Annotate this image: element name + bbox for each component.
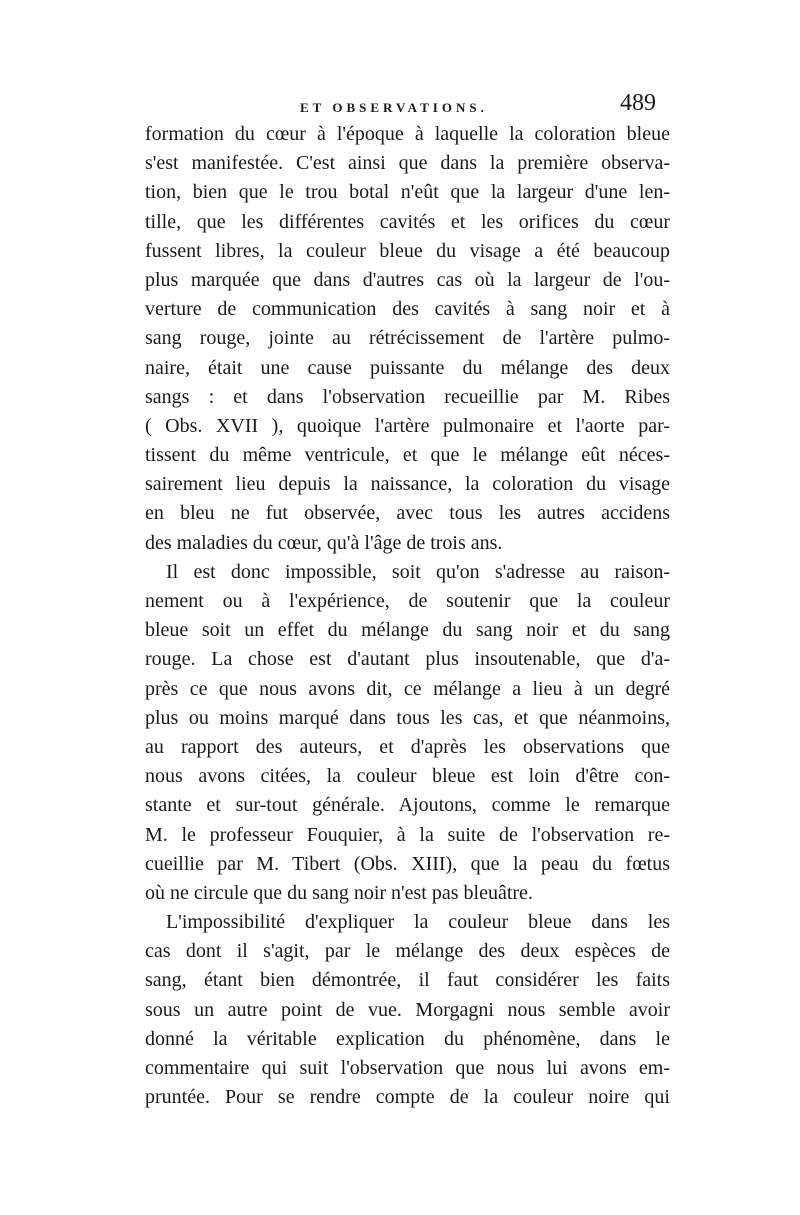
text-line: en bleu ne fut observée, avec tous les autres accidens xyxy=(145,502,670,525)
text-line: bleue soit un effet du mélange du sang noir et du sang xyxy=(145,619,670,642)
text-line: des maladies du cœur, qu'à l'âge de trois ans. xyxy=(145,531,503,554)
text-line: ( Obs. XVII ), quoique l'artère pulmonaire et l'aorte par- xyxy=(145,414,670,437)
text-line: tion, bien que le trou botal n'eût que la largeur d'une len- xyxy=(145,181,670,204)
text-line: cueillie par M. Tibert (Obs. XIII), que la peau du fœtus xyxy=(145,852,670,875)
text-line: sang rouge, jointe au rétrécissement de l'artère pulmo- xyxy=(145,327,670,350)
text-line: sous un autre point de vue. Morgagni nous semble avoir xyxy=(145,998,670,1021)
text-line: naire, était une cause puissante du mélange des deux xyxy=(145,356,670,379)
text-line: nous avons citées, la couleur bleue est loin d'être con- xyxy=(145,765,670,788)
text-line: nement ou à l'expérience, de soutenir que la couleur xyxy=(145,590,670,612)
text-line: Il est donc impossible, soit qu'on s'adresse au raison- xyxy=(166,560,670,583)
text-line: tissent du même ventricule, et que le mélange eût néces- xyxy=(145,444,670,467)
text-line: où ne circule que du sang noir n'est pas bleuâtre. xyxy=(145,881,533,904)
text-line: sangs : et dans l'observation recueillie par M. Ribes xyxy=(145,385,670,408)
text-line: sairement lieu depuis la naissance, la coloration du visage xyxy=(145,473,670,496)
text-line: au rapport des auteurs, et d'après les observations que xyxy=(145,735,670,758)
text-line: commentaire qui suit l'observation que nous lui avons em- xyxy=(145,1057,670,1079)
text-line: cas dont il s'agit, par le mélange des deux espèces de xyxy=(145,940,670,963)
text-line: pruntée. Pour se rendre compte de la couleur noire qui xyxy=(145,1086,670,1109)
text-line: verture de communication des cavités à sang noir et à xyxy=(145,298,670,321)
text-line: plus marquée que dans d'autres cas où la largeur de l'ou- xyxy=(145,268,670,291)
text-line: stante et sur-tout générale. Ajoutons, comme le remarque xyxy=(145,794,670,817)
body-text xyxy=(145,120,670,1112)
running-title: ET OBSERVATIONS. xyxy=(300,100,488,115)
text-line: rouge. La chose est d'autant plus insoutenable, que d'a- xyxy=(145,648,670,671)
text-line: tille, que les différentes cavités et les orifices du cœur xyxy=(145,210,670,233)
text-line: s'est manifestée. C'est ainsi que dans la première observa- xyxy=(145,152,670,175)
page-number: 489 xyxy=(620,90,656,116)
text-line: L'impossibilité d'expliquer la couleur bleue dans les xyxy=(166,911,670,934)
text-line: M. le professeur Fouquier, à la suite de l'observation re- xyxy=(145,823,670,846)
text-line: près ce que nous avons dit, ce mélange a lieu à un degré xyxy=(145,677,670,700)
text-line: plus ou moins marqué dans tous les cas, et que néanmoins, xyxy=(145,706,670,729)
text-line: fussent libres, la couleur bleue du visage a été beaucoup xyxy=(145,239,670,262)
text-line: sang, étant bien démontrée, il faut considérer les faits xyxy=(145,969,670,992)
text-line: donné la véritable explication du phénomène, dans le xyxy=(145,1027,670,1050)
text-line: formation du cœur à l'époque à laquelle la coloration bleue xyxy=(145,123,670,145)
